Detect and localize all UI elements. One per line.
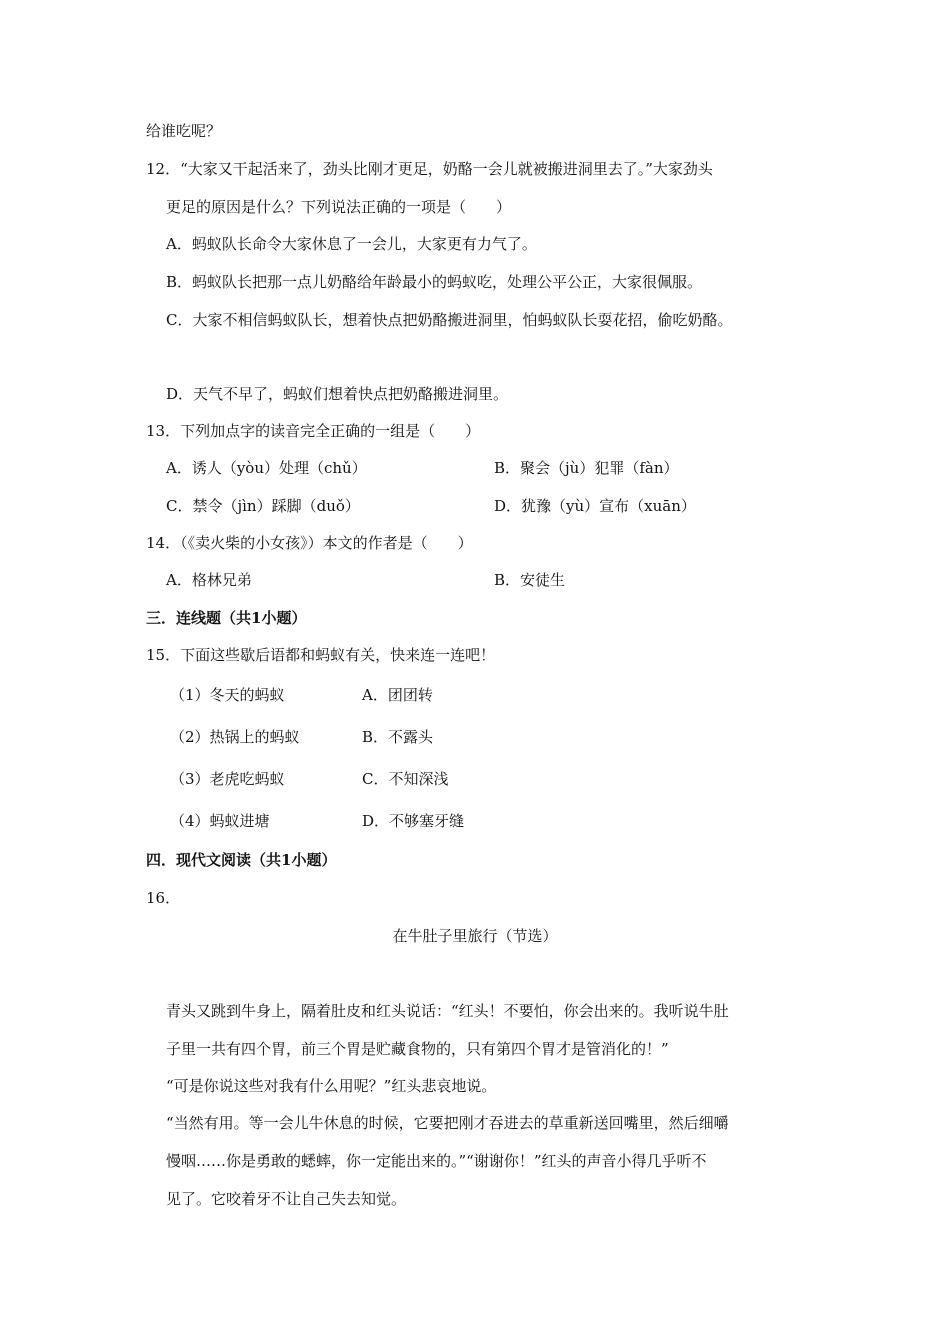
passage-paragraph-1-cont: 子里一共有四个胃，前三个胃是贮藏食物的，只有第四个胃才是管消化的！”	[166, 1040, 669, 1058]
question-16-number: 16．	[146, 889, 181, 907]
passage-paragraph-2: “可是你说这些对我有什么用呢？”红头悲哀地说。	[166, 1077, 497, 1095]
passage-paragraph-3: “当然有用。等一会儿牛休息的时候，它要把刚才吞进去的草重新送回嘴里，然后细嚼	[166, 1114, 729, 1132]
section-3-heading: 三．连线题（共1小题）	[146, 609, 307, 627]
q13-option-d: D．犹豫（yù）宣布（xuān）	[494, 497, 696, 515]
passage-title: 在牛肚子里旅行（节选）	[392, 927, 558, 945]
q13-option-b: B．聚会（jù）犯罪（fàn）	[494, 459, 679, 477]
q13-option-a: A．诱人（yòu）处理（chǔ）	[166, 459, 367, 477]
question-13-stem: 13．下列加点字的读音完全正确的一组是（ ）	[146, 422, 481, 440]
q15-right-item-d: D．不够塞牙缝	[362, 812, 465, 830]
q12-option-c: C．大家不相信蚂蚁队长，想着快点把奶酪搬进洞里，怕蚂蚁队长耍花招，偷吃奶酪。	[166, 311, 733, 329]
q14-option-a: A．格林兄弟	[166, 571, 252, 589]
q14-option-b: B．安徒生	[494, 571, 566, 589]
q15-right-item-a: A．团团转	[362, 686, 433, 704]
question-12-stem: 12．“大家又干起活来了，劲头比刚才更足，奶酪一会儿就被搬进洞里去了。”大家劲头	[146, 160, 713, 178]
question-15-stem: 15．下面这些歇后语都和蚂蚁有关，快来连一连吧！	[146, 646, 496, 664]
question-11-tail: 给谁吃呢？	[146, 122, 222, 140]
question-12-stem-cont: 更足的原因是什么？下列说法正确的一项是（ ）	[166, 198, 512, 216]
q15-right-item-b: B．不露头	[362, 728, 434, 746]
question-14-stem: 14．（《卖火柴的小女孩》）本文的作者是（ ）	[146, 534, 473, 552]
q15-right-item-c: C．不知深浅	[362, 770, 449, 788]
passage-paragraph-3-end: 见了。它咬着牙不让自己失去知觉。	[166, 1190, 407, 1208]
q13-option-c: C．禁令（jìn）踩脚（duǒ）	[166, 497, 360, 515]
passage-paragraph-1: 青头又跳到牛身上，隔着肚皮和红头说话：“红头！不要怕，你会出来的。我听说牛肚	[166, 1002, 729, 1020]
q12-option-b: B．蚂蚁队长把那一点儿奶酪给年龄最小的蚂蚁吃，处理公平公正，大家很佩服。	[166, 273, 703, 291]
q15-left-item-1: （1）冬天的蚂蚁	[170, 686, 285, 704]
q15-left-item-2: （2）热锅上的蚂蚁	[170, 728, 300, 746]
q12-option-a: A．蚂蚁队长命令大家休息了一会儿，大家更有力气了。	[166, 235, 537, 253]
passage-paragraph-3-cont: 慢咽……你是勇敢的蟋蟀，你一定能出来的。”“谢谢你！”红头的声音小得几乎听不	[166, 1152, 707, 1170]
q15-left-item-4: （4）蚂蚁进塘	[170, 812, 270, 830]
section-4-heading: 四．现代文阅读（共1小题）	[146, 851, 337, 869]
q12-option-d: D．天气不早了，蚂蚁们想着快点把奶酪搬进洞里。	[166, 385, 509, 403]
q15-left-item-3: （3）老虎吃蚂蚁	[170, 770, 285, 788]
